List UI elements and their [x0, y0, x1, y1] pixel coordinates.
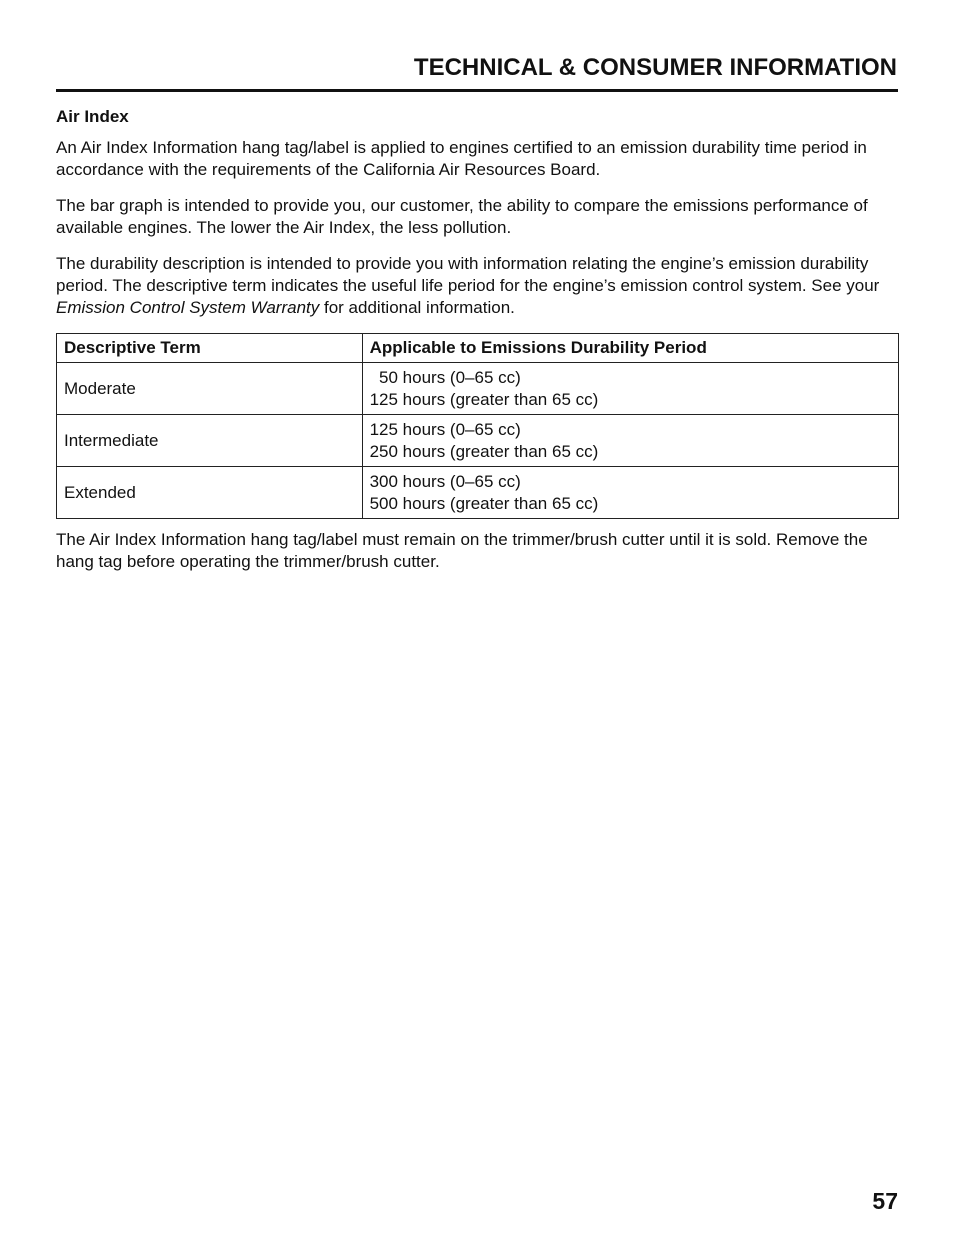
paragraph-durability-tail: for additional information.	[319, 298, 515, 317]
period-cell	[362, 415, 898, 467]
paragraph-closing: The Air Index Information hang tag/label must remain on the trimmer/brush cutter until it is sold. Remove the hang tag before operating the trimmer/brush cutter.	[56, 530, 868, 571]
column-header-term: Descriptive Term	[57, 334, 363, 363]
table-header-row	[57, 334, 899, 363]
warranty-reference: Emission Control System Warranty	[56, 298, 320, 317]
paragraph-bar-graph: The bar graph is intended to provide you, our customer, the ability to compare the emissions performance of available engines. The lower the Air Index, the less pollution.	[56, 196, 868, 237]
section-heading: Air Index	[56, 107, 129, 126]
term-cell: Intermediate	[57, 415, 363, 467]
title-divider	[56, 89, 898, 92]
period-line: 250 hours (greater than 65 cc)	[369, 441, 599, 461]
page-number: 57	[872, 1188, 898, 1214]
table-row	[57, 415, 899, 467]
period-line: 300 hours (0–65 cc)	[369, 471, 521, 491]
period-line: 500 hours (greater than 65 cc)	[369, 493, 599, 513]
period-line: 50 hours (0–65 cc)	[369, 367, 521, 387]
table-row	[57, 467, 899, 519]
period-cell	[362, 467, 898, 519]
term-cell: Moderate	[57, 363, 363, 415]
period-line: 125 hours (greater than 65 cc)	[369, 389, 599, 409]
period-cell	[362, 363, 898, 415]
main-content	[56, 106, 898, 587]
table-row	[57, 363, 899, 415]
paragraph-durability	[56, 253, 898, 319]
period-line: 125 hours (0–65 cc)	[369, 419, 521, 439]
paragraph-intro: An Air Index Information hang tag/label is applied to engines certified to an emission durability time period in accordance with the requirements of the California Air Resources Board.	[56, 138, 867, 179]
paragraph-durability-text: The durability description is intended to provide you with information relating the engine’s emission durability period. The descriptive term indicates the useful life period for the engine’s emission control system. See your	[56, 254, 880, 295]
column-header-period: Applicable to Emissions Durability Period	[362, 334, 898, 363]
term-cell: Extended	[57, 467, 363, 519]
durability-table	[56, 333, 899, 519]
page-title: TECHNICAL & CONSUMER INFORMATION	[413, 54, 897, 81]
